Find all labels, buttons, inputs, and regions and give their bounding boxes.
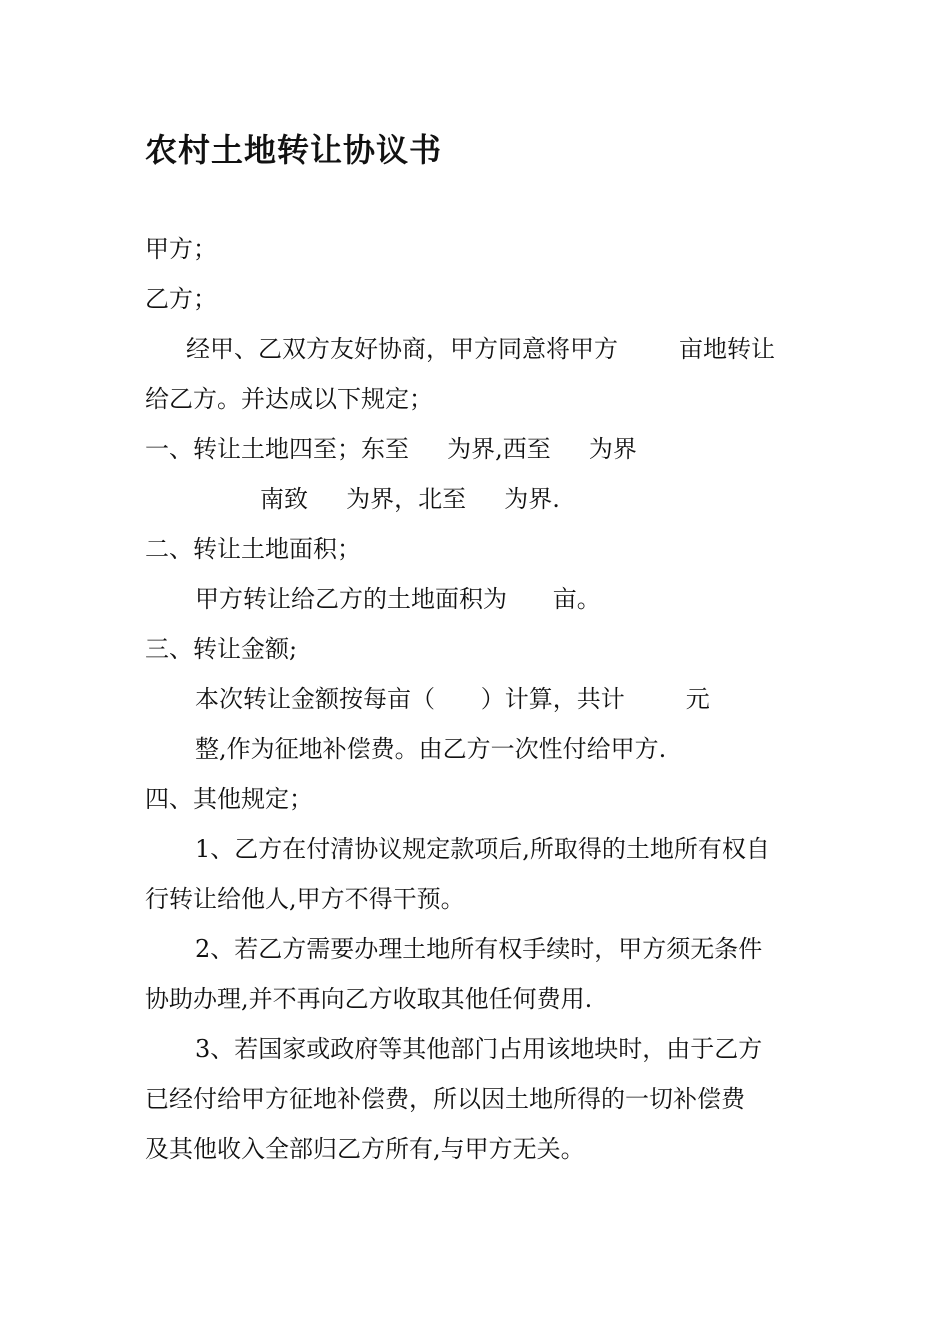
section4-item3-line-3: 及其他收入全部归乙方所有,与甲方无关。 — [145, 1135, 585, 1163]
section2-heading: 二、转让土地面积； — [145, 535, 361, 563]
section1-line-2: 南致 为界，北至 为界. — [260, 485, 560, 513]
section4-item1-line-1: 1、乙方在付清协议规定款项后,所取得的土地所有权自 — [195, 835, 770, 863]
section4-heading: 四、其他规定； — [145, 785, 313, 813]
intro-line-1: 经甲、乙双方友好协商，甲方同意将甲方 亩地转让 — [186, 335, 776, 363]
section4-item2-line-2: 协助办理,并不再向乙方收取其他任何费用. — [145, 985, 593, 1013]
section3-heading: 三、转让金额; — [145, 635, 298, 663]
section3-line-1: 本次转让金额按每亩（ ）计算，共计 元 — [195, 685, 710, 713]
section4-item3-line-2: 已经付给甲方征地补偿费，所以因土地所得的一切补偿费 — [145, 1085, 745, 1113]
party-b-line: 乙方； — [145, 285, 217, 313]
section4-item1-line-2: 行转让给他人,甲方不得干预。 — [145, 885, 465, 913]
section3-line-2: 整,作为征地补偿费。由乙方一次性付给甲方. — [195, 735, 667, 763]
section4-item3-line-1: 3、若国家或政府等其他部门占用该地块时，由于乙方 — [195, 1035, 763, 1063]
party-a-line: 甲方； — [145, 235, 217, 263]
intro-line-2: 给乙方。并达成以下规定； — [145, 385, 433, 413]
document-title: 农村土地转让协议书 — [145, 131, 443, 169]
section1-heading: 一、转让土地四至；东至 为界,西至 为界 — [145, 435, 637, 463]
section4-item2-line-1: 2、若乙方需要办理土地所有权手续时，甲方须无条件 — [195, 935, 763, 963]
section2-body: 甲方转让给乙方的土地面积为 亩。 — [195, 585, 601, 613]
